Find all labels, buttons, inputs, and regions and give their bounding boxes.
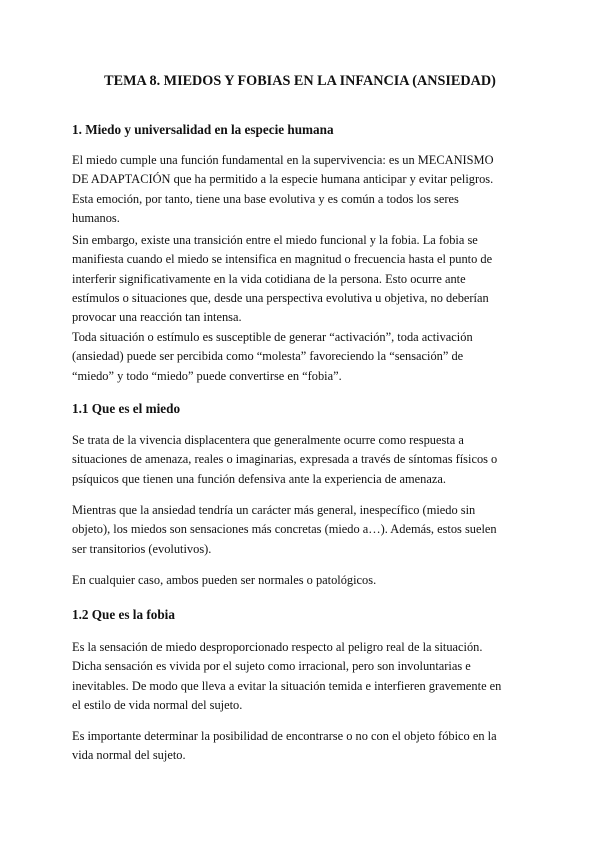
text-line: objeto), los miedos son sensaciones más concretas (miedo a…). Además, estos suelen bbox=[72, 522, 497, 537]
paragraph-2-3 bbox=[72, 571, 532, 590]
text-line: Dicha sensación es vivida por el sujeto como irracional, pero son involuntarias e bbox=[72, 659, 471, 674]
text-line: El miedo cumple una función fundamental en la supervivencia: es un MECANISMO bbox=[72, 153, 494, 167]
paragraph-1-2 bbox=[72, 231, 532, 327]
text-line: Esta emoción, por tanto, tiene una base evolutiva y es común a todos los seres bbox=[72, 191, 459, 206]
text-line: Toda situación o estímulo es susceptible de generar “activación”, toda activación bbox=[72, 330, 473, 344]
text-line: DE ADAPTACIÓN que ha permitido a la especie humana anticipar y evitar peligros. bbox=[72, 172, 494, 187]
section-heading-1-1: 1.1 Que es el miedo bbox=[72, 401, 181, 416]
text-line: vida normal del sujeto. bbox=[72, 748, 186, 763]
text-line: (ansiedad) puede ser percibida como “molesta” favoreciendo la “sensación” de bbox=[72, 349, 464, 364]
section-heading-1-2: 1.2 Que es la fobia bbox=[72, 607, 175, 622]
paragraph-3-1 bbox=[72, 638, 532, 715]
section-heading-1: 1. Miedo y universalidad en la especie humana bbox=[72, 122, 334, 137]
text-line: “miedo” y todo “miedo” puede convertirse en “fobia”. bbox=[72, 368, 342, 383]
text-line: humanos. bbox=[72, 210, 120, 225]
text-line: Es importante determinar la posibilidad de encontrarse o no con el objeto fóbico en la bbox=[72, 729, 497, 743]
text-line: En cualquier caso, ambos pueden ser normales o patológicos. bbox=[72, 573, 377, 587]
text-line: inevitables. De modo que lleva a evitar la situación temida e interfieren gravemente en bbox=[72, 678, 502, 693]
paragraph-3-2 bbox=[72, 727, 532, 766]
text-line: situaciones de amenaza, reales o imaginarias, expresada a través de síntomas físicos o bbox=[72, 452, 498, 467]
text-line: el estilo de vida normal del sujeto. bbox=[72, 697, 243, 712]
text-line: estímulos o situaciones que, desde una perspectiva evolutiva u objetiva, no deberían bbox=[72, 290, 489, 305]
paragraph-2-1 bbox=[72, 431, 532, 489]
paragraph-1-1 bbox=[72, 151, 532, 228]
text-line: provocar una reacción tan intensa. bbox=[72, 310, 242, 325]
paragraph-2-2 bbox=[72, 501, 532, 559]
text-line: manifiesta cuando el miedo se intensifica en magnitud o frecuencia hasta el punto de bbox=[72, 252, 493, 267]
text-line: ser transitorios (evolutivos). bbox=[72, 541, 212, 556]
text-line: Mientras que la ansiedad tendría un carácter más general, inespecífico (miedo sin bbox=[72, 503, 476, 517]
text-line: Se trata de la vivencia displacentera que generalmente ocurre como respuesta a bbox=[72, 433, 464, 447]
text-line: psíquicos que tienen una función defensiva ante la experiencia de amenaza. bbox=[72, 471, 446, 486]
paragraph-1-3 bbox=[72, 328, 532, 386]
text-line: interferir significativamente en la vida cotidiana de la persona. Esto ocurre ante bbox=[72, 271, 466, 286]
text-line: Es la sensación de miedo desproporcionado respecto al peligro real de la situación. bbox=[72, 640, 483, 654]
document-title: TEMA 8. MIEDOS Y FOBIAS EN LA INFANCIA (ANSIEDAD) bbox=[104, 73, 496, 89]
text-line: Sin embargo, existe una transición entre el miedo funcional y la fobia. La fobia se bbox=[72, 233, 478, 247]
